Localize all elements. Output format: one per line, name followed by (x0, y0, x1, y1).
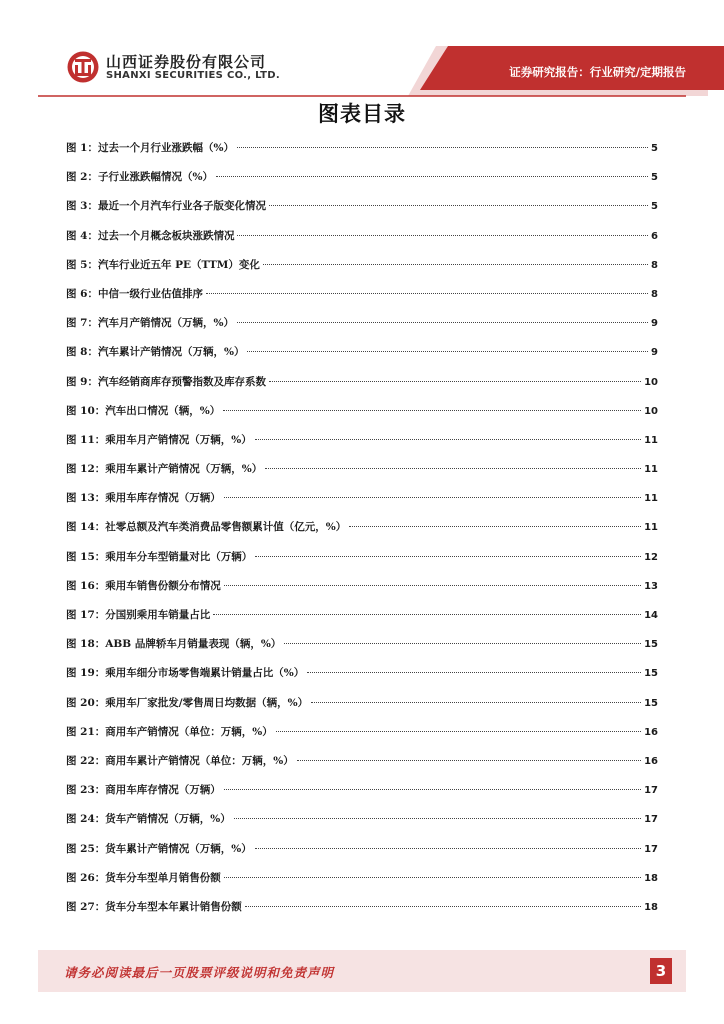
toc-dot-leader (255, 556, 641, 557)
toc-dot-leader (276, 731, 641, 732)
toc-dot-leader (311, 702, 641, 703)
toc-entry-label: 图 20：乘用车厂家批发/零售周日均数据（辆，%） (66, 696, 309, 709)
toc-entry[interactable] (66, 519, 658, 548)
toc-entry-label: 图 4：过去一个月概念板块涨跌情况 (66, 229, 235, 242)
toc-entry-page: 11 (644, 434, 658, 446)
report-type-label: 证券研究报告：行业研究/定期报告 (509, 65, 686, 79)
toc-entry[interactable] (66, 899, 658, 928)
toc-entry-page: 12 (644, 551, 658, 563)
toc-entry-page: 18 (644, 872, 658, 884)
toc-entry-page: 13 (644, 580, 658, 592)
toc-entry[interactable] (66, 753, 658, 782)
toc-entry[interactable] (66, 198, 658, 227)
toc-dot-leader (237, 235, 648, 236)
toc-entry-label: 图 25：货车累计产销情况（万辆，%） (66, 842, 252, 855)
toc-entry[interactable] (66, 344, 658, 373)
toc-entry-page: 5 (651, 143, 658, 154)
toc-entry-label: 图 24：货车产销情况（万辆，%） (66, 813, 231, 826)
toc-entry-label: 图 3：最近一个月汽车行业各子版变化情况 (66, 200, 266, 213)
toc-entry-page: 17 (644, 843, 658, 855)
disclaimer-notice: 请务必阅读最后一页股票评级说明和免责声明 (64, 965, 335, 980)
toc-entry-page: 15 (644, 639, 658, 651)
toc-dot-leader (263, 264, 648, 265)
toc-entry[interactable] (66, 374, 658, 403)
toc-entry[interactable] (66, 228, 658, 257)
toc-entry[interactable] (66, 841, 658, 870)
toc-entry-label: 图 14：社零总额及汽车类消费品零售额累计值（亿元，%） (66, 521, 347, 534)
toc-entry-page: 17 (644, 785, 658, 797)
toc-dot-leader (237, 147, 648, 148)
toc-entry[interactable] (66, 549, 658, 578)
toc-entry-page: 8 (651, 288, 658, 300)
toc-entry-page: 17 (644, 814, 658, 826)
toc-entry-label: 图 19：乘用车细分市场零售端累计销量占比（%） (66, 667, 305, 680)
toc-entry[interactable] (66, 169, 658, 198)
toc-dot-leader (223, 410, 641, 411)
toc-entry-page: 8 (651, 259, 658, 271)
toc-entry-label: 图 1：过去一个月行业涨跌幅（%） (66, 142, 234, 154)
toc-dot-leader (255, 439, 641, 440)
toc-entry[interactable] (66, 461, 658, 490)
toc-entry-label: 图 22：商用车累计产销情况（单位：万辆，%） (66, 754, 294, 767)
toc-dot-leader (224, 789, 641, 790)
toc-dot-leader (206, 293, 648, 294)
toc-entry-page: 16 (644, 726, 658, 738)
toc-dot-leader (269, 381, 641, 382)
toc-dot-leader (216, 176, 648, 177)
figure-table-of-contents (66, 140, 658, 928)
toc-entry-label: 图 7：汽车月产销情况（万辆，%） (66, 317, 234, 330)
toc-entry-label: 图 10：汽车出口情况（辆，%） (66, 404, 221, 417)
toc-dot-leader (237, 322, 648, 323)
toc-entry-page: 16 (644, 755, 658, 767)
toc-entry-label: 图 13：乘用车库存情况（万辆） (66, 492, 221, 505)
toc-entry-label: 图 8：汽车累计产销情况（万辆，%） (66, 346, 245, 359)
toc-entry-page: 11 (644, 464, 658, 476)
toc-entry[interactable] (66, 403, 658, 432)
toc-dot-leader (247, 351, 648, 352)
toc-entry[interactable] (66, 257, 658, 286)
toc-entry-label: 图 27：货车分车型本年累计销售份额 (66, 900, 242, 913)
toc-entry-label: 图 23：商用车库存情况（万辆） (66, 784, 221, 797)
toc-dot-leader (307, 672, 641, 673)
toc-entry-page: 9 (651, 347, 658, 359)
toc-entry-label: 图 6：中信一级行业估值排序 (66, 287, 203, 300)
page-title: 图表目录 (318, 102, 406, 126)
toc-entry[interactable] (66, 695, 658, 724)
toc-dot-leader (349, 526, 641, 527)
toc-entry-page: 11 (644, 493, 658, 505)
toc-dot-leader (297, 760, 641, 761)
toc-entry-label: 图 16：乘用车销售份额分布情况 (66, 579, 221, 592)
toc-entry[interactable] (66, 607, 658, 636)
company-name-cn: 山西证券股份有限公司 (106, 53, 267, 71)
toc-entry[interactable] (66, 811, 658, 840)
toc-entry[interactable] (66, 578, 658, 607)
toc-entry-label: 图 21：商用车产销情况（单位：万辆，%） (66, 725, 273, 738)
toc-dot-leader (234, 818, 641, 819)
toc-entry-page: 11 (644, 522, 658, 534)
toc-entry-label: 图 9：汽车经销商库存预警指数及库存系数 (66, 375, 266, 388)
toc-entry-page: 10 (644, 405, 658, 417)
page-number: 3 (650, 958, 672, 984)
toc-dot-leader (224, 585, 641, 586)
page-header (0, 0, 724, 100)
toc-dot-leader (255, 848, 641, 849)
toc-dot-leader (284, 643, 641, 644)
toc-entry-page: 5 (651, 172, 658, 184)
toc-entry-page: 6 (651, 230, 658, 242)
toc-entry-label: 图 15：乘用车分车型销量对比（万辆） (66, 550, 253, 563)
toc-entry-label: 图 17：分国别乘用车销量占比 (66, 609, 211, 621)
company-name-en: SHANXI SECURITIES CO., LTD. (106, 70, 280, 81)
toc-entry[interactable] (66, 636, 658, 665)
toc-dot-leader (269, 205, 648, 206)
toc-dot-leader (213, 614, 641, 615)
toc-entry-label: 图 2：子行业涨跌幅情况（%） (66, 171, 213, 184)
toc-entry-label: 图 18：ABB 品牌轿车月销量表现（辆，%） (66, 638, 282, 651)
toc-entry[interactable] (66, 490, 658, 519)
page-footer (38, 950, 686, 992)
toc-entry[interactable] (66, 782, 658, 811)
toc-dot-leader (265, 468, 641, 469)
header-red-band (0, 0, 724, 100)
toc-entry[interactable] (66, 665, 658, 694)
toc-entry-label: 图 12：乘用车累计产销情况（万辆，%） (66, 463, 263, 476)
toc-entry[interactable] (66, 432, 658, 461)
toc-entry[interactable] (66, 286, 658, 315)
toc-entry-page: 18 (644, 901, 658, 913)
toc-entry[interactable] (66, 870, 658, 899)
toc-entry-page: 5 (651, 201, 658, 213)
toc-dot-leader (224, 877, 641, 878)
toc-dot-leader (224, 497, 641, 498)
toc-entry[interactable] (66, 140, 658, 169)
toc-entry-label: 图 26：货车分车型单月销售份额 (66, 871, 221, 884)
toc-entry-page: 9 (651, 318, 658, 330)
toc-entry-page: 14 (644, 610, 658, 621)
toc-entry-page: 10 (644, 376, 658, 388)
toc-entry[interactable] (66, 724, 658, 753)
toc-entry-page: 15 (644, 697, 658, 709)
toc-entry-page: 15 (644, 668, 658, 680)
toc-entry-label: 图 11：乘用车月产销情况（万辆，%） (66, 433, 252, 446)
toc-entry[interactable] (66, 315, 658, 344)
toc-dot-leader (245, 906, 641, 907)
toc-entry-label: 图 5：汽车行业近五年 PE（TTM）变化 (66, 258, 260, 271)
shanxi-securities-logo-icon (66, 50, 100, 84)
